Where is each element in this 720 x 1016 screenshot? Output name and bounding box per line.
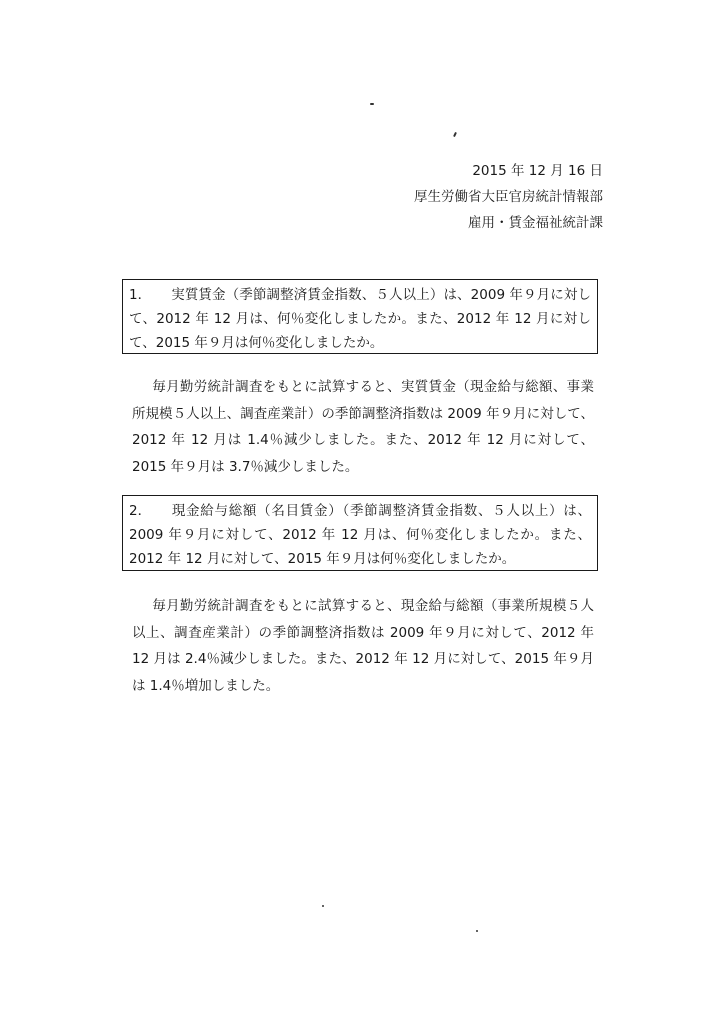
question-box-2 <box>122 495 598 571</box>
issue-date: 2015 年 12 月 16 日 <box>472 163 603 179</box>
question-text-1 <box>129 283 591 355</box>
question-box-1 <box>122 279 598 354</box>
question-body-2: 現金給与総額（名目賃金）（季節調整済賃金指数、５人以上）は、2009 年９月に対して、2012 年 12 月は、何％変化しましたか。また、2012 年 12 月に対して、2015 年９月は何％変化しましたか。 <box>129 503 591 567</box>
scan-speck <box>370 103 374 105</box>
question-text-2 <box>129 499 591 571</box>
answer-paragraph-2: 毎月勤労統計調査をもとに試算すると、現金給与総額（事業所規模５人以上、調査産業計）の季節調整済指数は 2009 年９月に対して、2012 年 12 月は 2.4％減少しました。また、2012 年 12 月に対して、2015 年９月は 1.4％増加しました。 <box>132 598 594 694</box>
issuing-organization: 厚生労働省大臣官房統計情報部 <box>414 189 603 205</box>
question-number-1: 1． <box>129 287 152 303</box>
document-header <box>414 158 603 236</box>
issuing-division: 雇用・賃金福祉統計課 <box>468 215 603 231</box>
question-body-1: 実質賃金（季節調整済賃金指数、５人以上）は、2009 年９月に対して、2012 年 12 月は、何％変化しましたか。また、2012 年 12 月に対して、2015 年９月は何％変化しましたか。 <box>129 287 591 351</box>
question-number-2: 2． <box>129 503 152 519</box>
scan-speck <box>453 132 457 137</box>
scan-speck <box>476 930 478 932</box>
scan-speck <box>322 905 324 907</box>
answer-paragraph-1: 毎月勤労統計調査をもとに試算すると、実質賃金（現金給与総額、事業所規模５人以上、調査産業計）の季節調整済指数は 2009 年９月に対して、2012 年 12 月は 1.4％減少しました。また、2012 年 12 月に対して、2015 年９月は 3.7％減少しました。 <box>132 379 594 475</box>
